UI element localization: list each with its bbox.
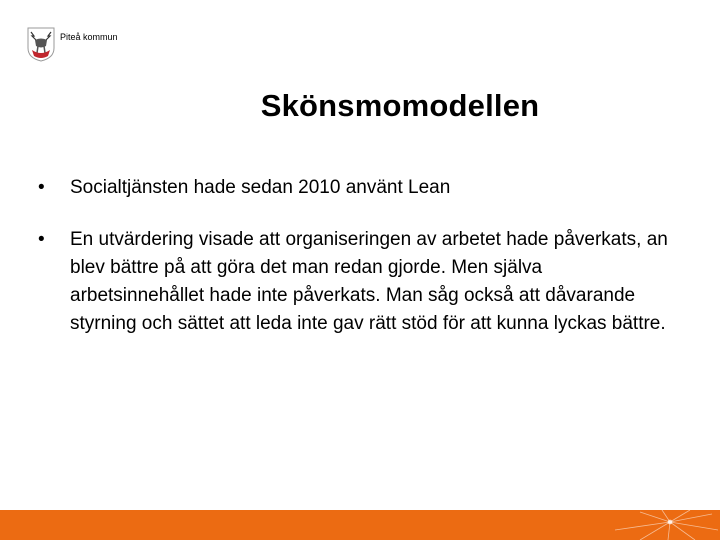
- bullet-marker: •: [38, 177, 45, 198]
- list-item: [38, 226, 678, 338]
- slide-title: Skönsmomodellen: [260, 88, 540, 123]
- bullet-list: [38, 174, 678, 362]
- bullet-text: Socialtjänsten hade sedan 2010 använt Lean: [70, 177, 451, 198]
- moose-crest-icon: [26, 26, 56, 62]
- bullet-marker: •: [38, 229, 45, 250]
- footer-bar: [0, 510, 720, 540]
- list-item: [38, 174, 678, 202]
- org-name: Piteå kommun: [60, 32, 118, 42]
- org-logo: [26, 26, 118, 62]
- bullet-text: En utvärdering visade att organiseringen av arbetet hade påverkats, an blev bättre på att göra det man redan gjorde. Men själva arbetsinnehållet hade inte påverkats. Man såg också att dåvarande styrning och sättet att leda inte gav rätt stöd för att kunna lyckas bättre.: [70, 229, 668, 334]
- star-burst-icon: [600, 510, 720, 540]
